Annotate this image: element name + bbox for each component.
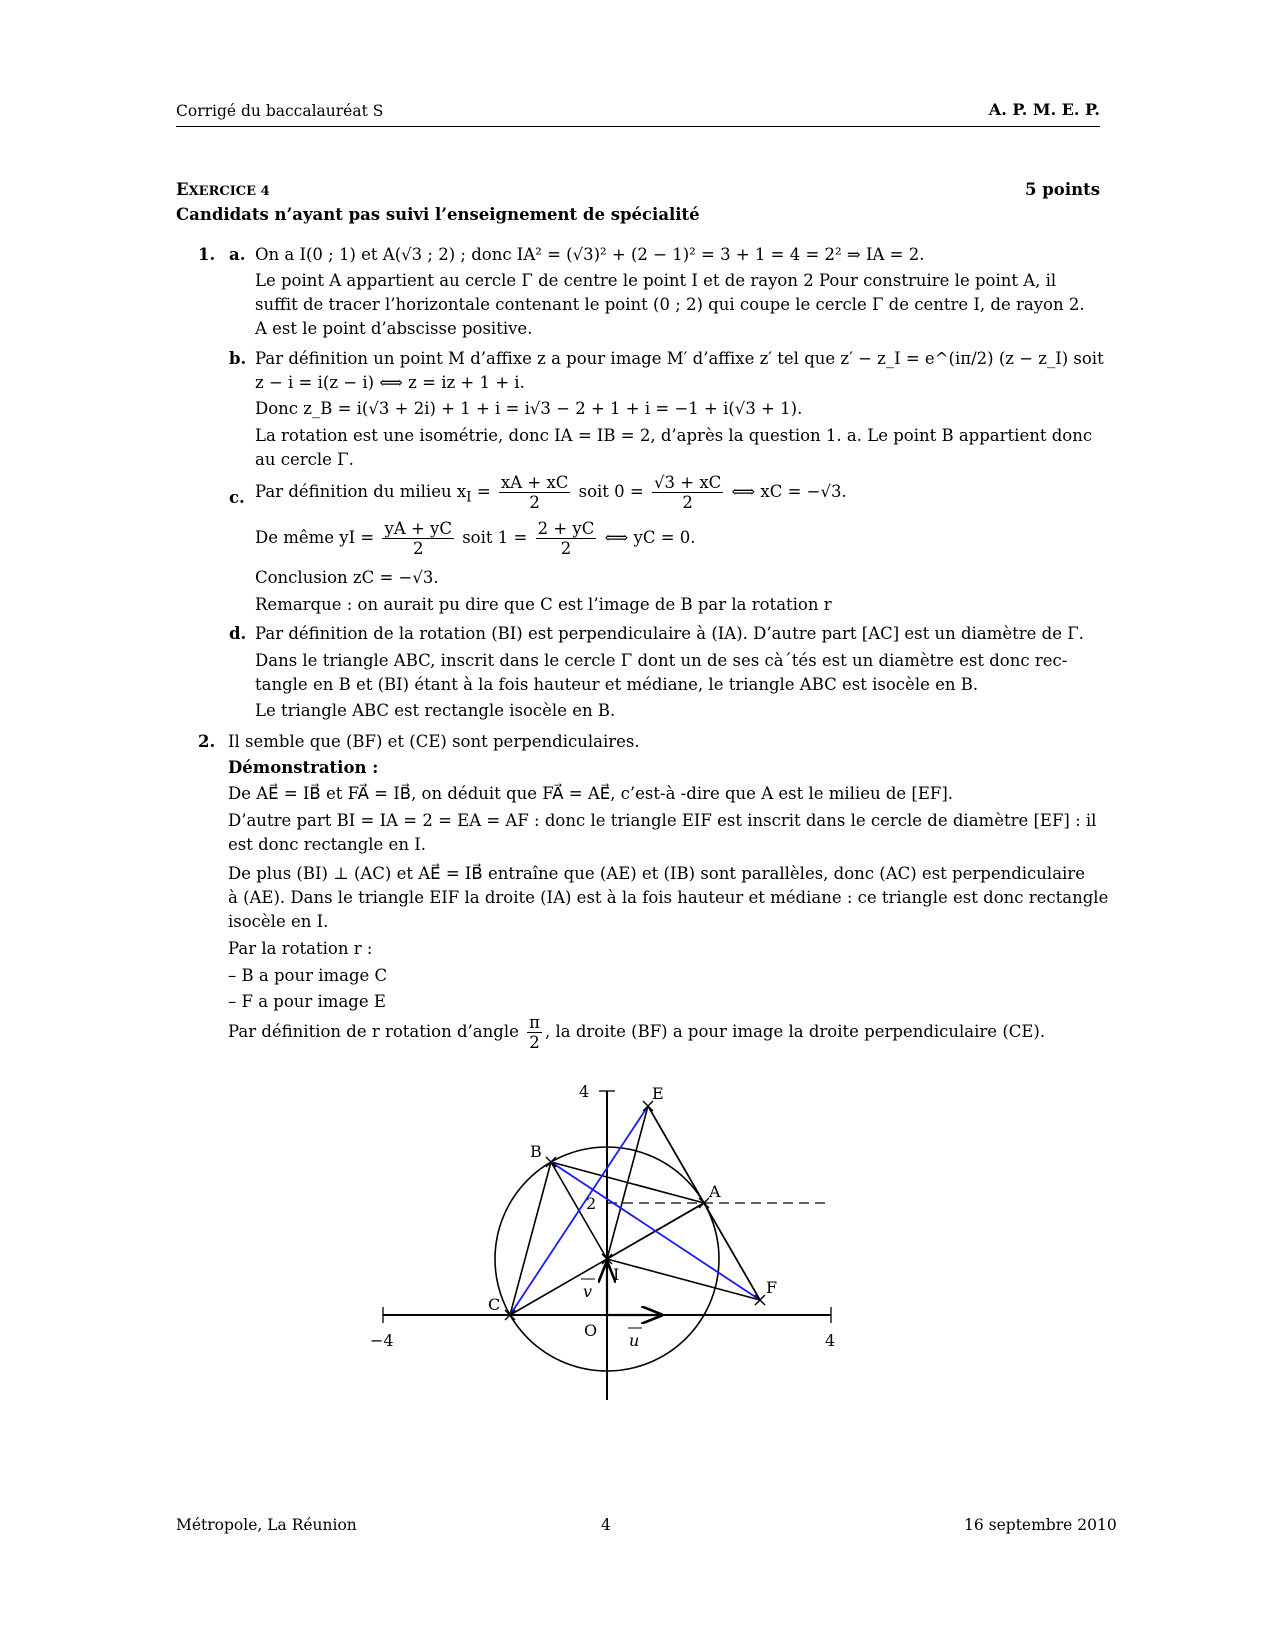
q2-line2: De AE⃗ = IB⃗ et FA⃗ = IB⃗, on déduit que FA⃗ = AE⃗, c’est-à -dire que A est le milieu de [EF]. <box>228 784 954 803</box>
q1c-line4: Remarque : on aurait pu dire que C est l’image de B par la rotation r <box>255 595 832 614</box>
header-left: Corrigé du baccalauréat S <box>176 102 384 120</box>
q2-demo-heading: Démonstration : <box>228 758 379 777</box>
q2-line11-pre: Par définition de r rotation d’angle <box>228 1022 519 1041</box>
q1a-line2: Le point A appartient au cercle Γ de centre le point I et de rayon 2 Pour construire le point A, il <box>255 271 1057 290</box>
q1b-line3: Donc z_B = i(√3 + 2i) + 1 + i = i√3 − 2 + 1 + i = −1 + i(√3 + 1). <box>255 399 803 418</box>
q1c-line1-mid: soit 0 = <box>578 482 644 501</box>
q1c-fraction-3-num: yA + yC <box>384 519 452 538</box>
exercise-title-rest: XERCICE 4 <box>188 184 270 199</box>
exercise-points: 5 points <box>1025 180 1100 199</box>
exercise-subtitle: Candidats n’ayant pas suivi l’enseignement de spécialité <box>176 205 700 224</box>
footer-right: 16 septembre 2010 <box>964 1516 1117 1534</box>
label-minus-four: −4 <box>370 1331 394 1350</box>
header-right: A. P. M. E. P. <box>988 100 1100 119</box>
q1d-label: d. <box>229 624 247 643</box>
label-v: v <box>583 1282 593 1301</box>
q1c-line1-pre: Par définition du milieu x <box>255 482 467 501</box>
q2-line11-post: , la droite (BF) a pour image la droite perpendiculaire (CE). <box>544 1022 1046 1041</box>
q1c-label: c. <box>229 488 245 507</box>
label-A: A <box>709 1182 721 1201</box>
q1c-fraction-3-den: 2 <box>412 539 424 558</box>
q1c-line1-sub: I <box>466 489 472 506</box>
label-two: 2 <box>586 1194 597 1213</box>
label-I: I <box>613 1265 620 1284</box>
q1a-line3: suffit de tracer l’horizontale contenant le point (0 ; 2) qui coupe le cercle Γ de centre I, de rayon 2. <box>255 295 1085 314</box>
q1a-line4: A est le point d’abscisse positive. <box>255 319 533 338</box>
label-u: u <box>629 1331 640 1350</box>
q1c-fraction-4-num: 2 + yC <box>537 519 595 538</box>
footer-center: 4 <box>601 1516 611 1534</box>
label-O: O <box>584 1321 598 1340</box>
q2-line6: à (AE). Dans le triangle EIF la droite (IA) est à la fois hauteur et médiane : ce triangle est donc rectangle <box>228 888 1109 907</box>
q1b-line4: La rotation est une isométrie, donc IA = IB = 2, d’après la question 1. a. Le point B appartient donc <box>255 426 1093 445</box>
segment-IF <box>607 1259 760 1300</box>
q1d-line2: Dans le triangle ABC, inscrit dans le cercle Γ dont un de ses cà´tés est un diamètre est donc rec- <box>255 651 1068 670</box>
q1-number: 1. <box>198 245 216 264</box>
q2-line7: isocèle en I. <box>228 912 329 931</box>
q2-line4: est donc rectangle en I. <box>228 835 426 854</box>
q1c-line2-post: ⟺ yC = 0. <box>604 528 696 547</box>
q1c-line2-mid: soit 1 = <box>462 528 528 547</box>
q1d-line4: Le triangle ABC est rectangle isocèle en B. <box>255 701 616 720</box>
segment-CE-blue <box>510 1106 648 1315</box>
q2-line8: Par la rotation r : <box>228 939 373 958</box>
q2-number: 2. <box>198 732 216 751</box>
q1c-line3: Conclusion zC = −√3. <box>255 568 439 587</box>
q1b-line5: au cercle Γ. <box>255 450 354 469</box>
label-four-right: 4 <box>825 1331 836 1350</box>
q1b-label: b. <box>229 349 247 368</box>
q1b-line2: z − i = i(z − i) ⟺ z = iz + 1 + i. <box>255 373 525 392</box>
footer-left: Métropole, La Réunion <box>176 1516 357 1534</box>
q1b-line1: Par définition un point M d’affixe z a pour image M′ d’affixe z′ tel que z′ − z_I = e^(iπ/2) (z − z_I) soit <box>255 349 1104 368</box>
q2-line10: – F a pour image E <box>228 992 386 1011</box>
q1c-fraction-1-den: 2 <box>529 493 540 512</box>
q1d-line3: tangle en B et (BI) étant à la fois hauteur et médiane, le triangle ABC est isocèle en B. <box>255 675 979 694</box>
q1a-label: a. <box>229 245 246 264</box>
q1c-fraction-2-den: 2 <box>682 493 693 512</box>
label-F: F <box>766 1278 778 1297</box>
q1a-line1: On a I(0 ; 1) et A(√3 ; 2) ; donc IA² = (√3)² + (2 − 1)² = 3 + 1 = 4 = 2² ⇒ IA = 2. <box>255 245 925 264</box>
q1d-line1: Par définition de la rotation (BI) est perpendiculaire à (IA). D’autre part [AC] est un diamètre de Γ. <box>255 624 1084 643</box>
q2-line1: Il semble que (BF) et (CE) sont perpendiculaires. <box>228 732 640 751</box>
q1c-fraction-4-den: 2 <box>560 539 572 558</box>
label-four-top: 4 <box>579 1082 590 1101</box>
q1c-line1-post: ⟺ xC = −√3. <box>731 482 847 501</box>
label-E: E <box>652 1084 664 1103</box>
segment-BC <box>510 1162 551 1315</box>
segment-IE <box>607 1106 648 1259</box>
q1c-fraction-2-num: √3 + xC <box>654 473 722 492</box>
exercise-title-initial: E <box>176 180 189 199</box>
label-C: C <box>488 1295 501 1314</box>
q1c-line2-pre: De même yI = <box>255 528 375 547</box>
label-B: B <box>530 1142 542 1161</box>
q2-line5: De plus (BI) ⊥ (AC) et AE⃗ = IB⃗ entraîne que (AE) et (IB) sont parallèles, donc (AC) est perpendiculaire <box>228 864 1085 883</box>
q1c-line1: Par définition du milieu $x_I$ = $\frac{xA + xC}{2}$ soit 0 = $\frac{√3 + xC}{2}$ ⟺ xC = −√3. <box>255 473 847 512</box>
q2-line3: D’autre part BI = IA = 2 = EA = AF : donc le triangle EIF est inscrit dans le cercle de diamètre [EF] : il <box>228 811 1097 830</box>
q2-fraction-num: π <box>529 1013 540 1032</box>
q1c-fraction-1-num: xA + xC <box>500 473 569 492</box>
q2-fraction-den: 2 <box>529 1033 540 1052</box>
q2-line9: – B a pour image C <box>228 966 388 985</box>
